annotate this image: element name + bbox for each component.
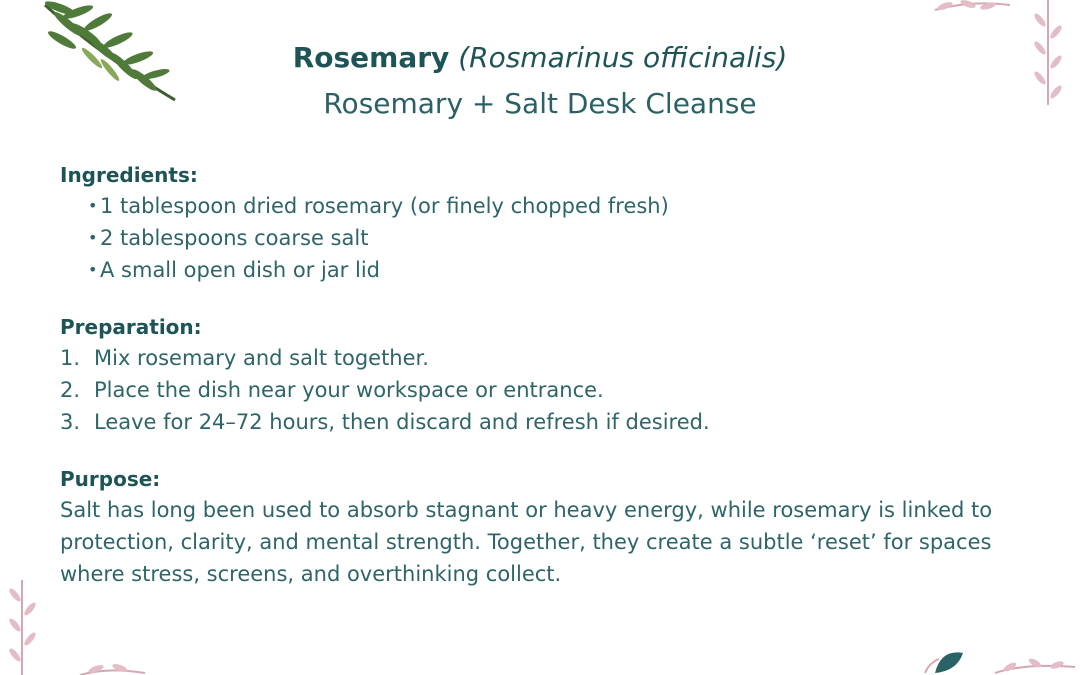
ingredient-item: • A small open dish or jar lid xyxy=(88,254,1020,286)
floral-branch-bottom-left-icon xyxy=(0,575,160,675)
step-number: 1. xyxy=(60,346,81,370)
title-block xyxy=(0,40,1080,122)
common-name: Rosemary xyxy=(292,41,450,74)
preparation-steps xyxy=(60,342,1020,438)
preparation-step xyxy=(60,374,1020,406)
ingredient-item: • 2 tablespoons coarse salt xyxy=(88,222,1020,254)
recipe-content xyxy=(60,160,1020,590)
step-text: Place the dish near your workspace or entrance. xyxy=(94,378,604,402)
ingredients-heading: Ingredients: xyxy=(60,163,198,187)
step-text: Mix rosemary and salt together. xyxy=(94,346,429,370)
preparation-step xyxy=(60,342,1020,374)
step-number: 3. xyxy=(60,410,81,434)
preparation-heading: Preparation: xyxy=(60,315,202,339)
scientific-name: (Rosmarinus officinalis) xyxy=(458,41,788,74)
leaf-logo-icon xyxy=(915,645,1080,675)
ingredients-list xyxy=(60,190,1020,286)
ingredient-item: • 1 tablespoon dried rosemary (or finely chopped fresh) xyxy=(88,190,1020,222)
purpose-heading: Purpose: xyxy=(60,467,161,491)
page-title xyxy=(0,40,1080,76)
step-text: Leave for 24–72 hours, then discard and refresh if desired. xyxy=(94,410,710,434)
step-number: 2. xyxy=(60,378,81,402)
preparation-step xyxy=(60,406,1020,438)
purpose-text: Salt has long been used to absorb stagnant or heavy energy, while rosemary is linked to protection, clarity, and mental strength. Together, they create a subtle ‘reset’ for spaces where stress, screens, and overthinking collect. xyxy=(60,498,993,586)
page-subtitle: Rosemary + Salt Desk Cleanse xyxy=(323,87,757,120)
